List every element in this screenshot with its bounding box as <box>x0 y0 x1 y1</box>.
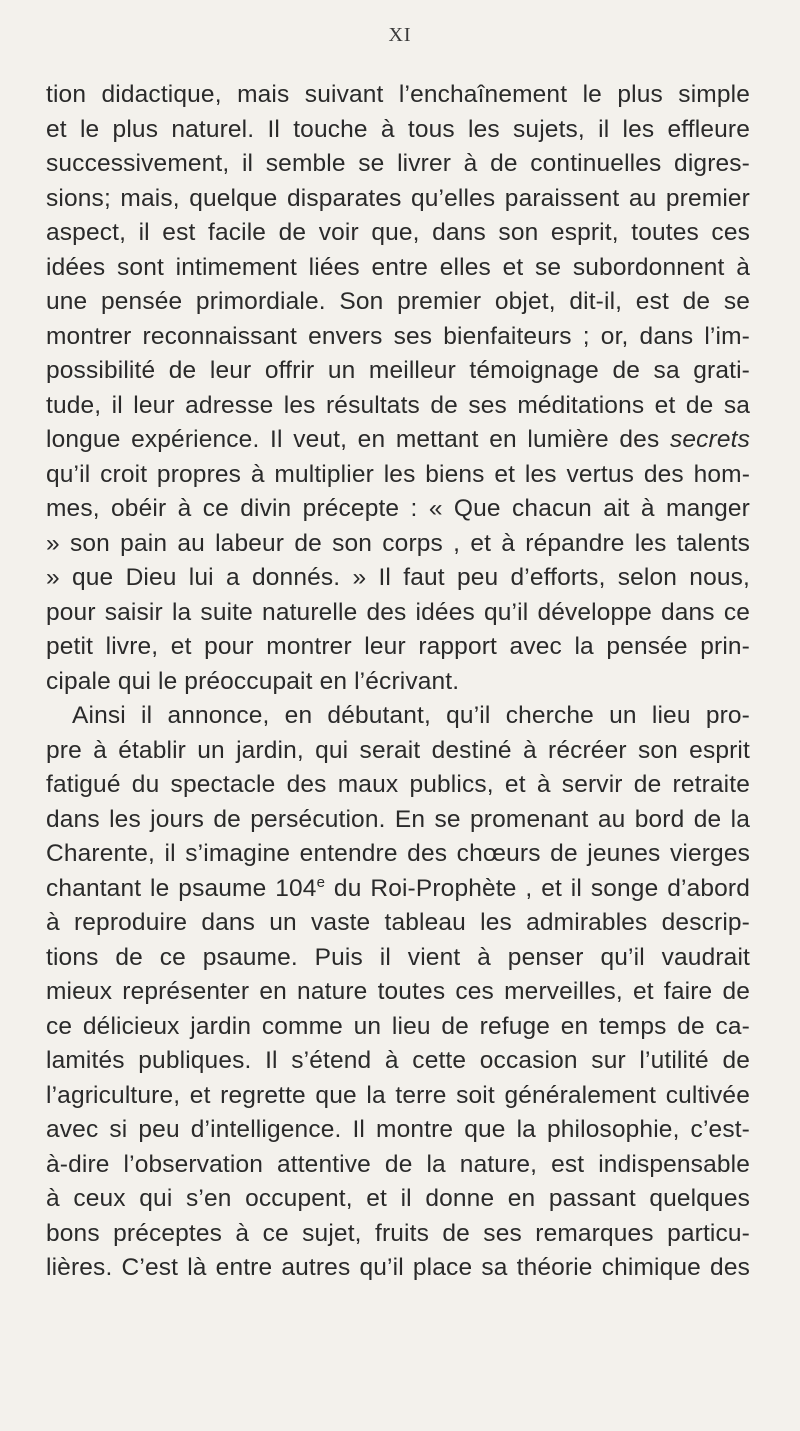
text-line: à-dire l’observation attentive de la nature, est indispensable <box>46 1150 750 1178</box>
text-line: fatigué du spectacle des maux publics, et à servir de retraite <box>46 771 750 798</box>
text-line: tude, il leur adresse les résultats de ses méditations et de sa <box>46 391 750 419</box>
text-line: mes, obéir à ce divin précepte : « Que chacun ait à manger <box>46 495 750 522</box>
text-line: montrer reconnaissant envers ses bienfaiteurs ; or, dans l’im- <box>46 322 750 350</box>
text-line-paragraph-end: cipale qui le préoccupait en l’écrivant. <box>46 667 460 695</box>
text-line: possibilité de leur offrir un meilleur témoignage de sa grati- <box>46 357 750 384</box>
text-line: à reproduire dans un vaste tableau les admirables descrip- <box>46 909 750 936</box>
text-line: sions; mais, quelque disparates qu’elles paraissent au premier <box>46 184 750 212</box>
italic-word: secrets <box>669 426 750 453</box>
text-line: bons préceptes à ce sujet, fruits de ses remarques particu- <box>46 1219 750 1247</box>
text-line: avec si peu d’intelligence. Il montre que la philosophie, c’est- <box>46 1116 750 1143</box>
text-line: ce délicieux jardin comme un lieu de refuge en temps de ca- <box>46 1012 750 1040</box>
superscript: e <box>316 873 326 891</box>
text-line: lamités publiques. Il s’étend à cette occasion sur l’utilité de <box>46 1047 750 1074</box>
text-line: tion didactique, mais suivant l’enchaînement le plus simple <box>46 81 750 108</box>
text-line-paragraph-start: Ainsi il annonce, en débutant, qu’il cherche un lieu pro- <box>72 702 750 729</box>
text-line: petit livre, et pour montrer leur rapport avec la pensée prin- <box>46 633 750 660</box>
text-line: idées sont intimement liées entre elles et se subordonnent à <box>46 253 750 281</box>
text-line: Charente, il s’imagine entendre des chœurs de jeunes vierges <box>46 840 750 867</box>
text-line: dans les jours de persécution. En se promenant au bord de la <box>46 805 750 833</box>
text-line: » que Dieu lui a donnés. » Il faut peu d’efforts, selon nous, <box>46 564 750 591</box>
page-number: XI <box>388 24 412 46</box>
text-line-with-superscript <box>46 872 750 907</box>
text-line: » son pain au labeur de son corps , et à répandre les talents <box>46 529 750 557</box>
text-line: à ceux qui s’en occupent, et il donne en passant quelques <box>46 1185 750 1212</box>
text-line: aspect, il est facile de voir que, dans son esprit, toutes ces <box>46 219 750 246</box>
text-line: pour saisir la suite naturelle des idées qu’il développe dans ce <box>46 598 750 626</box>
body-text <box>46 78 750 1286</box>
text-line: qu’il croit propres à multiplier les biens et les vertus des hom- <box>46 460 750 488</box>
text-line: lières. C’est là entre autres qu’il place sa théorie chimique des <box>46 1254 750 1281</box>
text-line-part: du Roi-Prophète , et il songe d’abord <box>325 874 750 902</box>
text-line: et le plus naturel. Il touche à tous les sujets, il les effleure <box>46 115 750 143</box>
text-line: successivement, il semble se livrer à de continuelles digres- <box>46 150 750 177</box>
text-line: tions de ce psaume. Puis il vient à penser qu’il vaudrait <box>46 943 750 971</box>
text-line: pre à établir un jardin, qui serait destiné à récréer son esprit <box>46 736 750 764</box>
text-line-part: longue expérience. Il veut, en mettant en lumière des <box>46 426 660 453</box>
text-line: une pensée primordiale. Son premier objet, dit-il, est de se <box>46 288 750 315</box>
text-line-part: chantant le psaume 104 <box>46 874 317 902</box>
text-line: l’agriculture, et regrette que la terre soit généralement cultivée <box>46 1081 750 1109</box>
text-line-with-italic <box>46 423 750 458</box>
text-line: mieux représenter en nature toutes ces merveilles, et faire de <box>46 978 750 1005</box>
